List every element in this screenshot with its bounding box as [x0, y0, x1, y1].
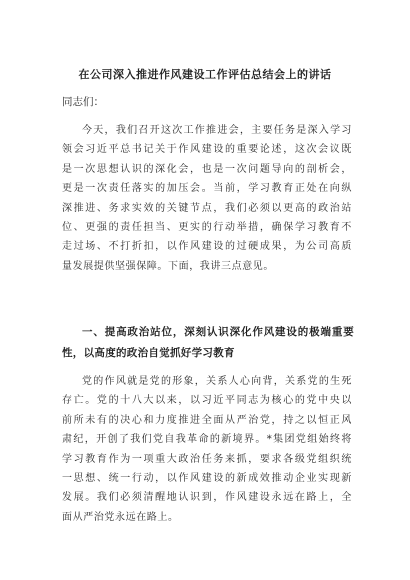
paragraph-line: 更是一次责任落实的加压会。当前，学习教育正处在向纵 [62, 183, 352, 195]
paragraph-section-one [62, 372, 352, 527]
salutation: 同志们： [62, 96, 104, 108]
section-heading [62, 322, 354, 364]
paragraph-line: 是一次思想认识的深化会，也是一次问题导向的剖析会， [62, 163, 352, 175]
paragraph-line: 量发展提供坚强保障。下面，我讲三点意见。 [62, 260, 274, 272]
paragraph-line: 深推进、务求实效的关键节点，我们必须以更高的政治站 [62, 202, 352, 214]
paragraph-line: 党的作风就是党的形象，关系人心向背，关系党的生死 [82, 376, 352, 387]
document-title: 在公司深入推进作风建设工作评估总结会上的讲话 [78, 68, 332, 81]
paragraph-line: 领会习近平总书记关于作风建设的重要论述，这次会议既 [62, 144, 352, 156]
paragraph-line: 学习教育作为一项重大政治任务来抓，要求各级党组织统 [62, 453, 352, 465]
paragraph-line: 前所未有的决心和力度推进全面从严治党，持之以恒正风 [62, 414, 352, 426]
paragraph-line: 面从严治党永远在路上。 [62, 511, 179, 523]
paragraph-line: 存亡。党的十八大以来，以习近平同志为核心的党中央以 [62, 395, 352, 407]
paragraph-line: 今天，我们召开这次工作推进会，主要任务是深入学习 [82, 125, 352, 136]
paragraph-line: 发展。我们必须清醒地认识到，作风建设永远在路上，全 [62, 492, 352, 504]
heading-line: 性，以高度的政治自觉抓好学习教育 [62, 347, 235, 359]
paragraph-line: 一思想、统一行动，以作风建设的新成效推动企业实现新 [62, 473, 352, 485]
paragraph-line: 肃纪，开创了我们党自我革命的新境界。*集团党组始终将 [62, 434, 352, 446]
heading-line: 一、提高政治站位，深刻认识深化作风建设的极端重要 [82, 326, 354, 338]
paragraph-line: 位、更强的责任担当、更实的行动举措，确保学习教育不 [62, 222, 352, 234]
paragraph-opening [62, 121, 352, 276]
paragraph-line: 走过场、不打折扣，以作风建设的过硬成果，为公司高质 [62, 241, 352, 253]
